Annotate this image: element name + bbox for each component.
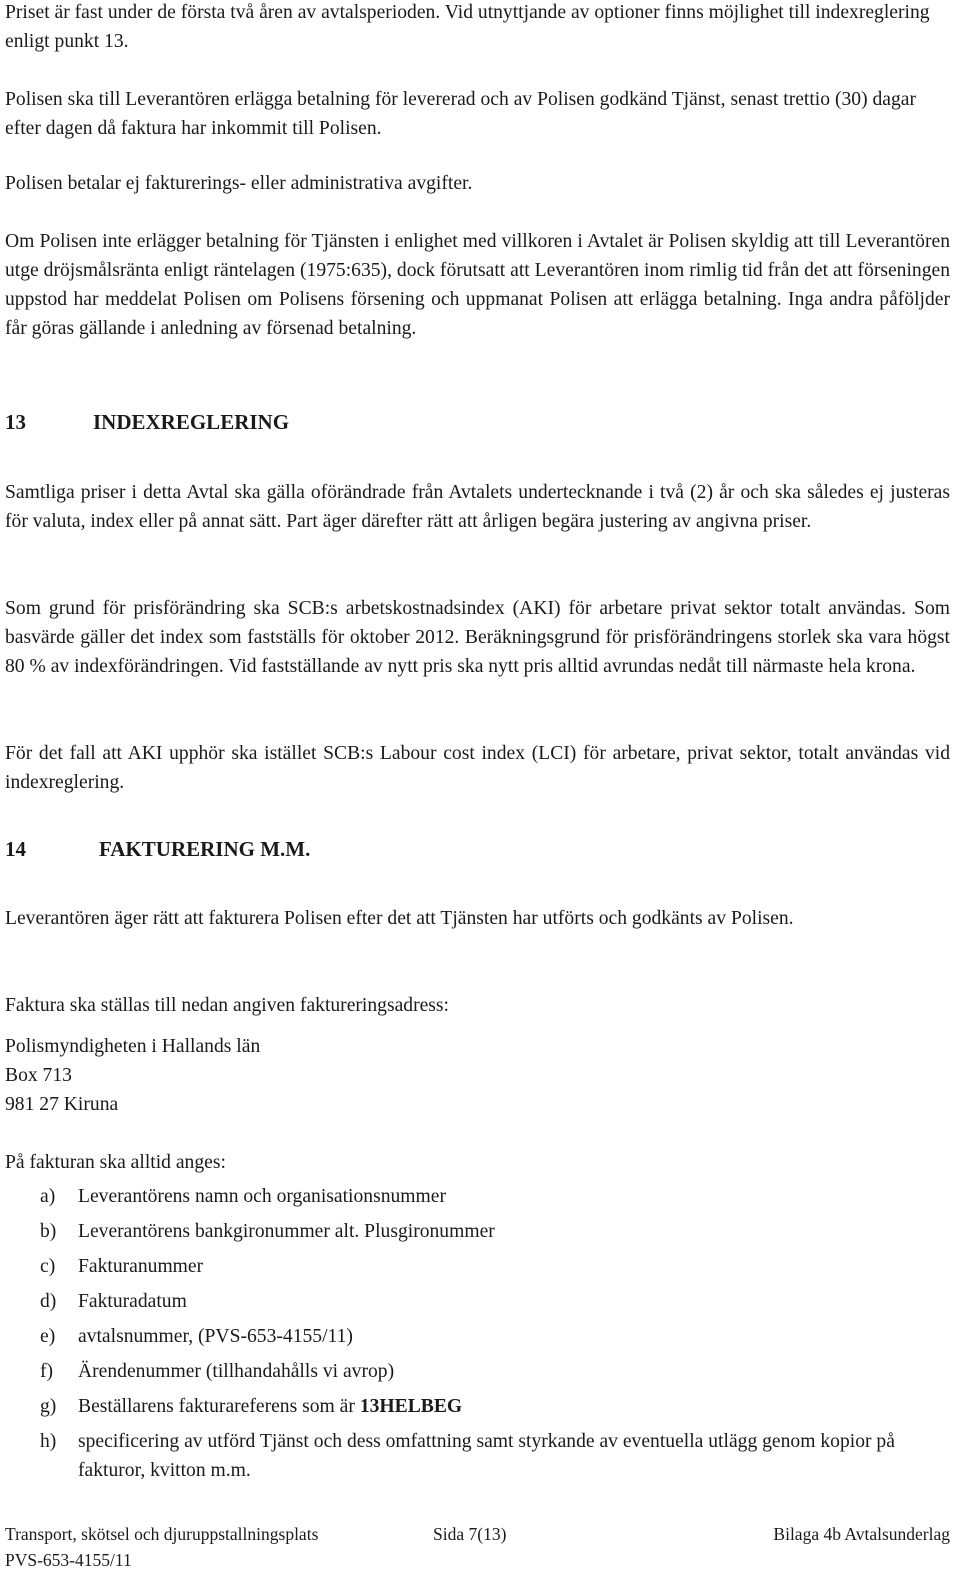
paragraph-invoice-address-intro: Faktura ska ställas till nedan angiven faktureringsadress:	[5, 995, 449, 1016]
list-marker: h)	[40, 1431, 57, 1452]
heading-section-14	[5, 835, 310, 864]
address-line: Polismyndigheten i Hallands län	[5, 1036, 261, 1057]
list-text: avtalsnummer, (PVS-653-4155/11)	[78, 1326, 353, 1347]
list-text	[78, 1392, 952, 1421]
invoice-reference-code: 13HELBEG	[359, 1396, 463, 1417]
list-text: Ärendenummer (tillhandahålls vi avrop)	[78, 1361, 395, 1382]
footer-attachment: Bilaga 4b Avtalsunderlag	[773, 1524, 950, 1544]
list-text: specificering av utförd Tjänst och dess omfattning samt styrkande av eventuella utlägg genom kopior på fakturor, kvitton m.m.	[78, 1431, 895, 1481]
list-marker: g)	[40, 1396, 57, 1417]
list-text: Leverantörens bankgironummer alt. Plusgironummer	[78, 1221, 495, 1242]
footer-page-number: Sida 7(13)	[433, 1524, 507, 1544]
section-13-title: INDEXREGLERING	[93, 410, 290, 434]
list-marker: b)	[40, 1221, 57, 1242]
list-text: Leverantörens namn och organisationsnummer	[78, 1186, 447, 1207]
billing-address	[5, 1032, 260, 1119]
paragraph-price-fixed: Priset är fast under de första två åren av avtalsperioden. Vid utnyttjande av optioner finns möjlighet till indexreglering enligt punkt 13.	[5, 2, 930, 52]
list-marker: e)	[40, 1326, 56, 1347]
footer-reference: PVS-653-4155/11	[5, 1550, 132, 1570]
section-14-title: FAKTURERING M.M.	[99, 837, 311, 861]
paragraph-late-payment: Om Polisen inte erlägger betalning för Tjänsten i enlighet med villkoren i Avtalet är Polisen skyldig att till Leverantören utge dröjsmålsränta enligt räntelagen (1975:635), dock förutsatt att Leverantören inom rimlig tid från det att förseningen uppstod har meddelat Polisen om Polisens försening och uppmanat Polisen att erlägga betalning. Inga andra påföljder får göras gällande i anledning av försenad betalning.	[5, 231, 950, 339]
list-text: Fakturadatum	[78, 1291, 187, 1312]
list-marker: d)	[40, 1291, 57, 1312]
paragraph-price-basis: Som grund för prisförändring ska SCB:s arbetskostnadsindex (AKI) för arbetare privat sektor totalt användas. Som basvärde gäller det index som fastställs för oktober 2012. Beräkningsgrund för prisförändringens storlek ska vara högst 80 % av indexförändringen. Vid fastställande av nytt pris ska nytt pris alltid avrundas nedåt till närmaste hela krona.	[5, 598, 950, 677]
section-14-number: 14	[5, 837, 26, 861]
list-text: Fakturanummer	[78, 1256, 204, 1277]
list-marker: c)	[40, 1256, 56, 1277]
paragraph-prices-unchanged: Samtliga priser i detta Avtal ska gälla oförändrade från Avtalets undertecknande i två (2) år och ska således ej justeras för valuta, index eller på annat sätt. Part äger därefter rätt att årligen begära justering av angivna priser.	[5, 482, 950, 532]
paragraph-payment-terms: Polisen ska till Leverantören erlägga betalning för levererad och av Polisen godkänd Tjänst, senast trettio (30) dagar efter dagen då faktura har inkommit till Polisen.	[5, 89, 917, 139]
paragraph-invoice-right: Leverantören äger rätt att fakturera Polisen efter det att Tjänsten har utförts och godkänts av Polisen.	[5, 908, 794, 929]
address-line: 981 27 Kiruna	[5, 1094, 119, 1115]
paragraph-no-fees: Polisen betalar ej fakturerings- eller administrativa avgifter.	[5, 173, 473, 194]
paragraph-list-intro: På fakturan ska alltid anges:	[5, 1152, 226, 1173]
list-text-regular: Beställarens fakturareferens som är	[78, 1396, 360, 1417]
paragraph-lci-fallback: För det fall att AKI upphör ska istället SCB:s Labour cost index (LCI) för arbetare, privat sektor, totalt användas vid indexreglering.	[5, 743, 950, 793]
section-13-number: 13	[5, 410, 26, 434]
heading-section-13	[5, 408, 289, 437]
footer-document-title: Transport, skötsel och djuruppstallningsplats	[5, 1524, 319, 1544]
list-marker: a)	[40, 1186, 56, 1207]
address-line: Box 713	[5, 1065, 72, 1086]
list-marker: f)	[40, 1361, 54, 1382]
